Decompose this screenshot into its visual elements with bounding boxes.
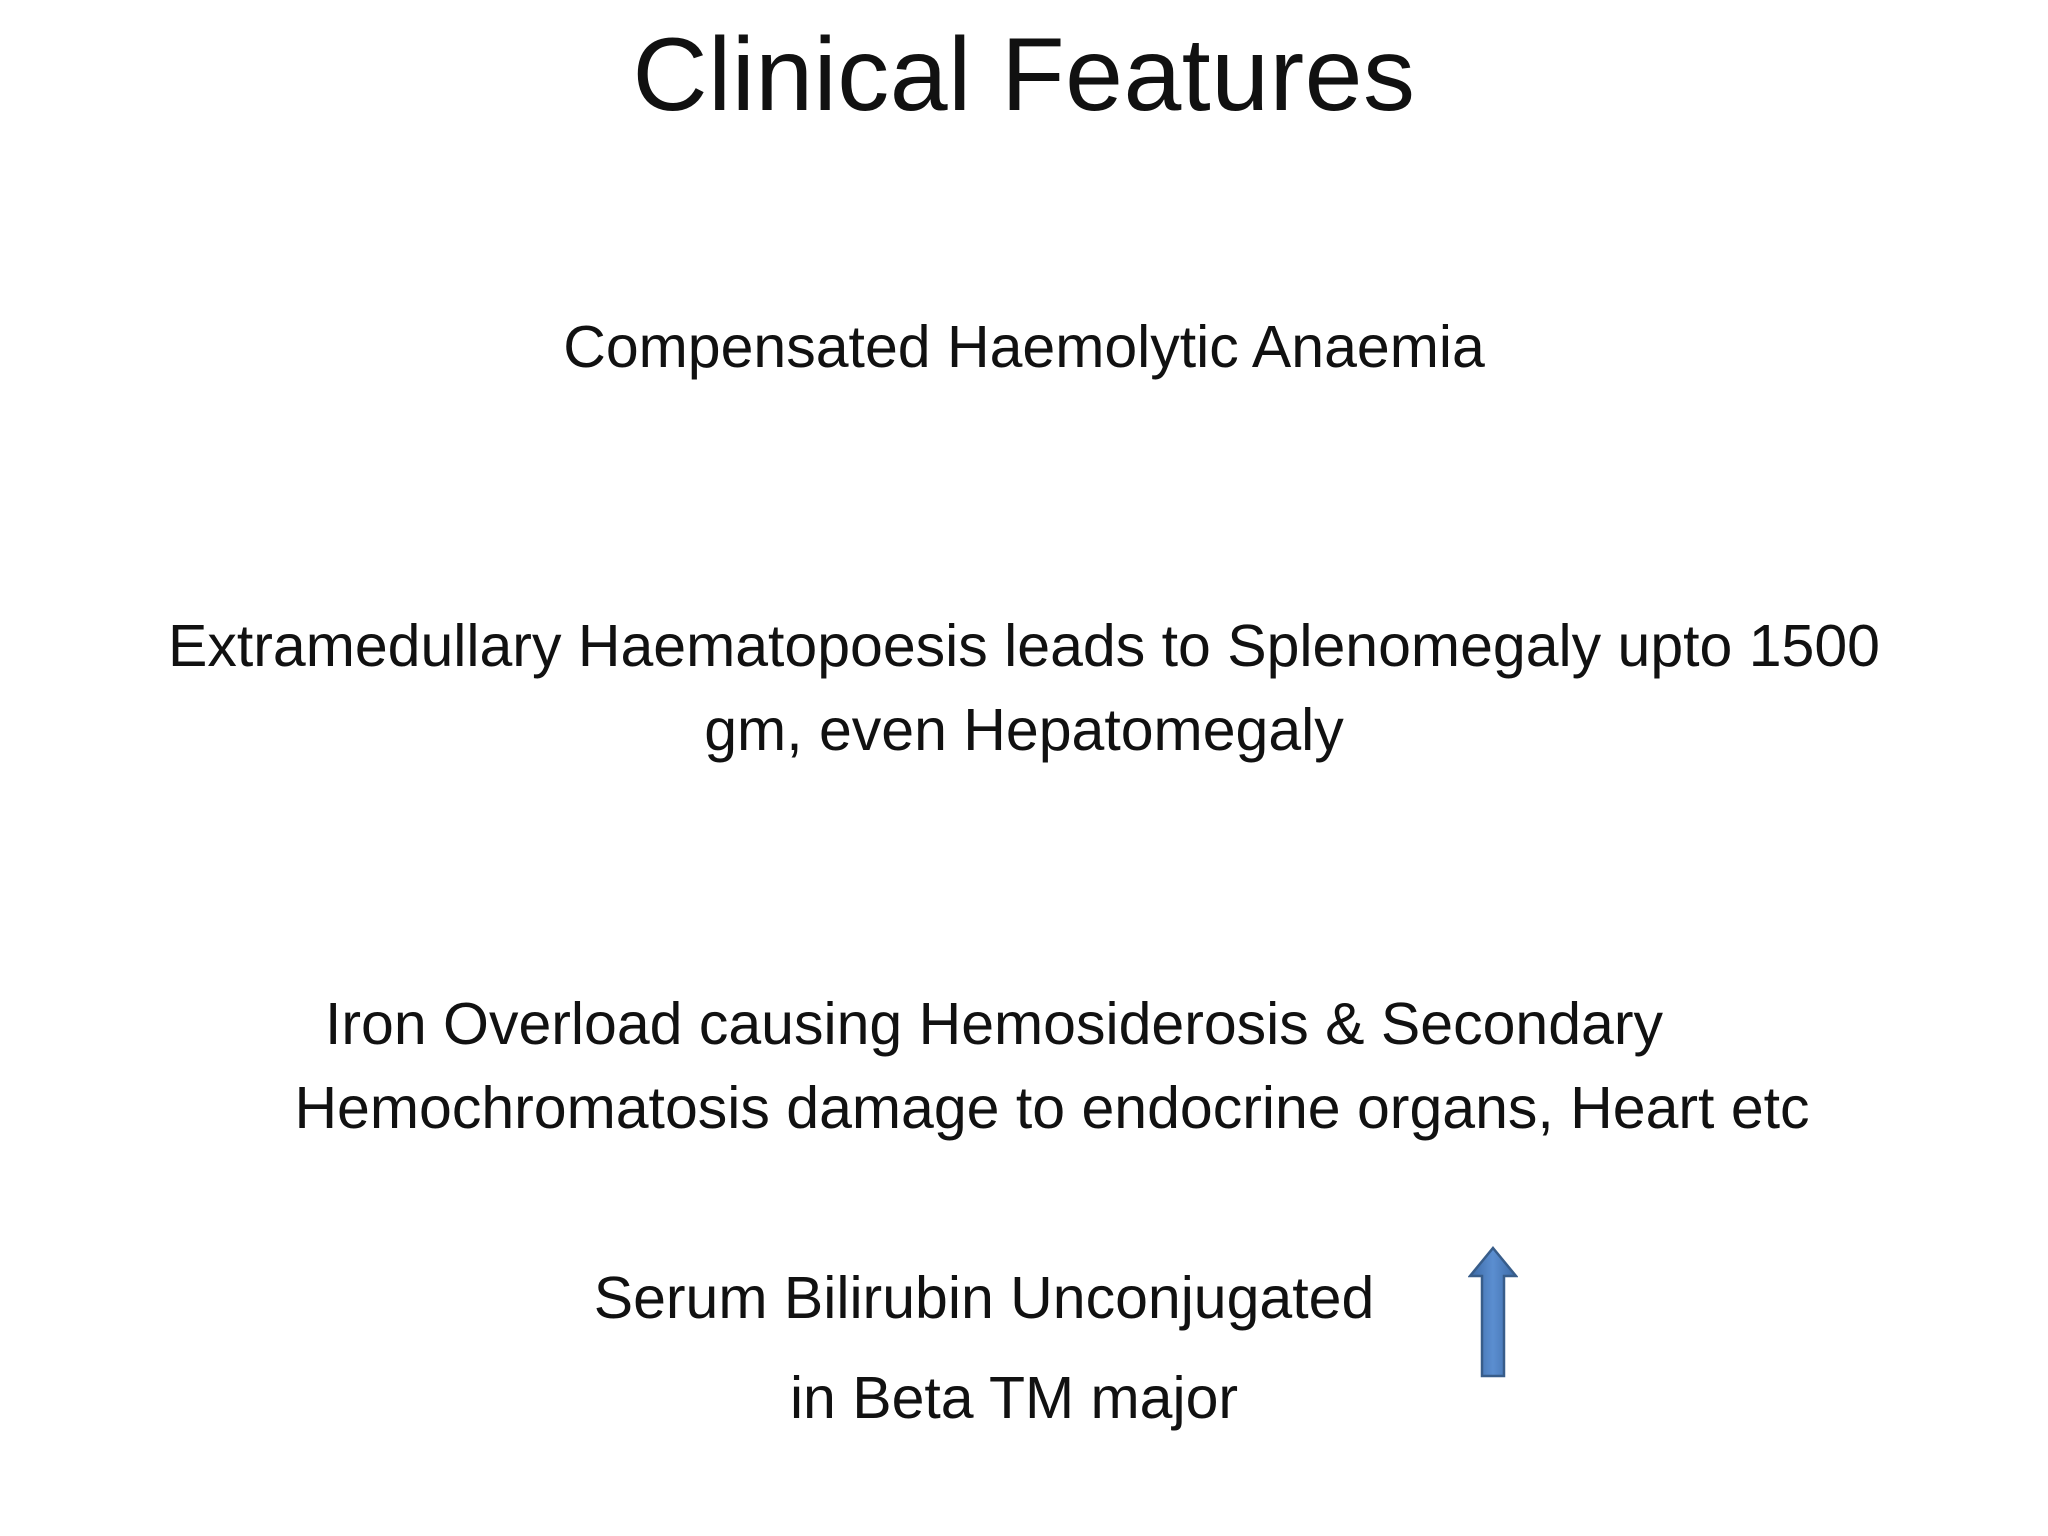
point-iron-overload-line-1: Iron Overload causing Hemosiderosis & Secondary xyxy=(325,991,1663,1057)
point-compensated-anaemia: Compensated Haemolytic Anaemia xyxy=(563,314,1485,380)
up-arrow-icon xyxy=(1468,1246,1518,1378)
point-extramedullary-line-2: gm, even Hepatomegaly xyxy=(704,697,1344,763)
point-serum-bilirubin-line-2: in Beta TM major xyxy=(789,1365,1239,1431)
point-iron-overload-line-2: Hemochromatosis damage to endocrine organs, Heart etc xyxy=(294,1075,1810,1141)
point-serum-bilirubin-line-1: Serum Bilirubin Unconjugated xyxy=(593,1265,1375,1331)
slide-title: Clinical Features xyxy=(632,17,1416,133)
point-extramedullary-line-1: Extramedullary Haematopoesis leads to Splenomegaly upto 1500 xyxy=(167,613,1880,679)
